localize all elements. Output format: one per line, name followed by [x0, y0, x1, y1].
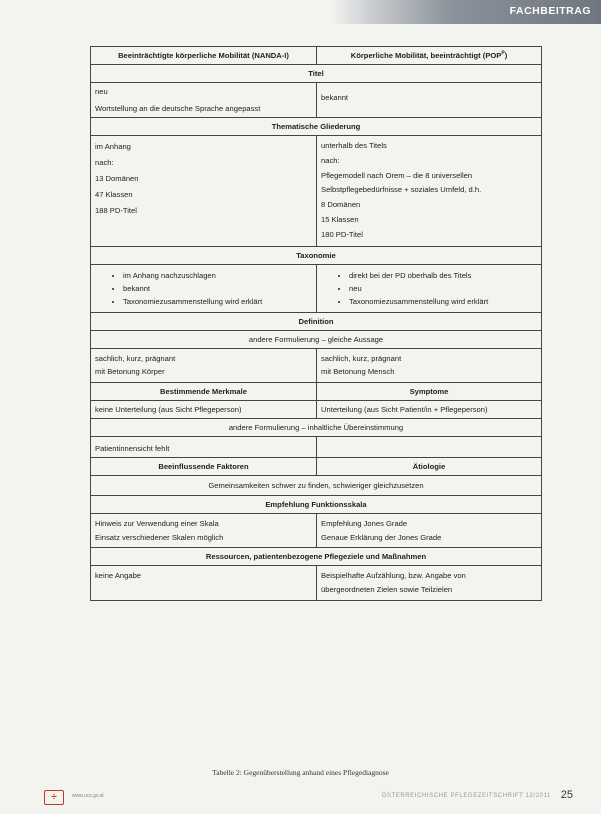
table-caption: Tabelle 2: Gegenüberstellung anhand eines Pflegediagnose — [212, 768, 389, 777]
section-title-taxonomie: Taxonomie — [91, 246, 542, 264]
text-line: Beispielhafte Aufzählung, bzw. Angabe von — [321, 571, 466, 581]
comparison-table — [90, 46, 542, 601]
cell-gliederung-left — [91, 136, 317, 247]
text-line: nach: — [321, 155, 340, 165]
col-header-pop-close: ) — [504, 51, 508, 60]
cell-merkmale-right: Unterteilung (aus Sicht Patient/in + Pflegeperson) — [317, 400, 542, 418]
cell-merkmale-left: keine Unterteilung (aus Sicht Pflegeperson) — [91, 400, 317, 418]
text-line: sachlich, kurz, prägnant — [95, 353, 176, 363]
section-row-skala — [91, 495, 542, 513]
list-item: • bekannt — [123, 283, 312, 294]
text-line: Pflegemodell nach Orem – die 8 universellen — [321, 170, 473, 180]
col-header-pop-text: Körperliche Mobilität, beeinträchtigt (POP — [350, 51, 502, 60]
section-row-taxonomie — [91, 246, 542, 264]
content-row-skala — [91, 513, 542, 547]
section-title-skala: Empfehlung Funktionsskala — [91, 495, 542, 513]
section-title-merkmale: Bestimmende Merkmale — [91, 382, 317, 400]
text-line: übergeordneten Zielen sowie Teilzielen — [321, 584, 453, 594]
section-title-faktoren: Beeinflussende Faktoren — [91, 457, 317, 475]
text-line: im Anhang — [95, 142, 131, 151]
text-line: Selbstpflegebedürfnisse + soziales Umfeld, d.h. — [321, 185, 482, 195]
list-item: • im Anhang nachzuschlagen — [123, 270, 312, 281]
content-row-taxonomie — [91, 264, 542, 312]
section-row-titel — [91, 65, 542, 83]
header-band — [0, 0, 601, 24]
text-line: neu — [95, 87, 108, 96]
text-line: unterhalb des Titels — [321, 141, 387, 150]
text-line: keine Angabe — [95, 571, 142, 581]
cell-merkmale-right-bottom — [317, 436, 542, 457]
text-line: Genaue Erklärung der Jones Grade — [321, 532, 442, 542]
section-title-titel: Titel — [91, 65, 542, 83]
content-row-ressourcen — [91, 566, 542, 600]
cell-titel-right — [317, 83, 542, 118]
cell-taxonomie-right — [317, 264, 542, 312]
section-title-symptome: Symptome — [317, 382, 542, 400]
col-header-pop — [317, 47, 542, 65]
text-line: Empfehlung Jones Grade — [321, 518, 408, 528]
text-line: sachlich, kurz, prägnant — [321, 353, 402, 363]
definition-shared-note: andere Formulierung – gleiche Aussage — [91, 330, 542, 348]
content-row-gliederung — [91, 136, 542, 247]
section-title-definition: Definition — [91, 312, 542, 330]
section-label: FACHBEITRAG — [509, 5, 591, 17]
cell-ressourcen-right — [317, 566, 542, 600]
cell-skala-left — [91, 513, 317, 547]
text-line: Hinweis zur Verwendung einer Skala — [95, 518, 219, 528]
content-row-titel — [91, 83, 542, 118]
section-title-aetiologie: Ätiologie — [317, 457, 542, 475]
list-item: • Taxonomiezusammenstellung wird erklärt — [349, 296, 537, 307]
text-line: 180 PD-Titel — [321, 229, 363, 239]
footer-website: www.ucs.gv.at — [72, 793, 104, 799]
publisher-logo-icon: ÷ — [44, 790, 64, 805]
col-header-nanda: Beeinträchtigte körperliche Mobilität (NANDA-I) — [91, 47, 317, 65]
section-row-definition — [91, 312, 542, 330]
section-title-ressourcen: Ressourcen, patientenbezogene Pflegeziele und Maßnahmen — [91, 548, 542, 566]
content-row-definition — [91, 348, 542, 382]
section-row-merkmale — [91, 382, 542, 400]
section-row-gliederung — [91, 118, 542, 136]
content-row-merkmale-bottom — [91, 436, 542, 457]
text-line: Wortstellung an die deutsche Sprache angepasst — [95, 104, 261, 113]
faktoren-shared-note: Gemeinsamkeiten schwer zu finden, schwieriger gleichzusetzen — [91, 475, 542, 495]
text-line: 8 Domänen — [321, 200, 361, 210]
section-row-ressourcen — [91, 548, 542, 566]
shared-row-merkmale — [91, 418, 542, 436]
cell-merkmale-left-bottom: Patientinnensicht fehlt — [91, 436, 317, 457]
shared-row-definition — [91, 330, 542, 348]
list-item: • Taxonomiezusammenstellung wird erklärt — [123, 296, 312, 307]
cell-definition-left — [91, 348, 317, 382]
text-line: Einsatz verschiedener Skalen möglich — [95, 532, 224, 542]
footer-journal-name: ÖSTERREICHISCHE PFLEGEZEITSCHRIFT 12/2011 — [381, 793, 551, 799]
cell-gliederung-right — [317, 136, 542, 247]
content-row-merkmale-top — [91, 400, 542, 418]
text-line: mit Betonung Körper — [95, 367, 165, 377]
col-header-pop-sup: P — [501, 50, 505, 57]
text-line: 188 PD-Titel — [95, 205, 137, 215]
merkmale-shared-note: andere Formulierung – inhaltliche Übereinstimmung — [91, 418, 542, 436]
list-item: • neu — [349, 283, 537, 294]
section-title-gliederung: Thematische Gliederung — [91, 118, 542, 136]
text-line: 15 Klassen — [321, 214, 359, 224]
cell-taxonomie-left — [91, 264, 317, 312]
cell-ressourcen-left — [91, 566, 317, 600]
header-row — [91, 47, 542, 65]
text-line: 47 Klassen — [95, 189, 133, 199]
text-line: 13 Domänen — [95, 173, 139, 183]
text-line: bekannt — [321, 93, 349, 102]
list-item: • direkt bei der PD oberhalb des Titels — [349, 270, 537, 281]
cell-skala-right — [317, 513, 542, 547]
text-line: mit Betonung Mensch — [321, 367, 395, 377]
cell-titel-left — [91, 83, 317, 118]
cell-definition-right — [317, 348, 542, 382]
shared-row-faktoren — [91, 475, 542, 495]
text-line: nach: — [95, 157, 114, 167]
section-row-faktoren — [91, 457, 542, 475]
page-number: 25 — [560, 789, 573, 801]
